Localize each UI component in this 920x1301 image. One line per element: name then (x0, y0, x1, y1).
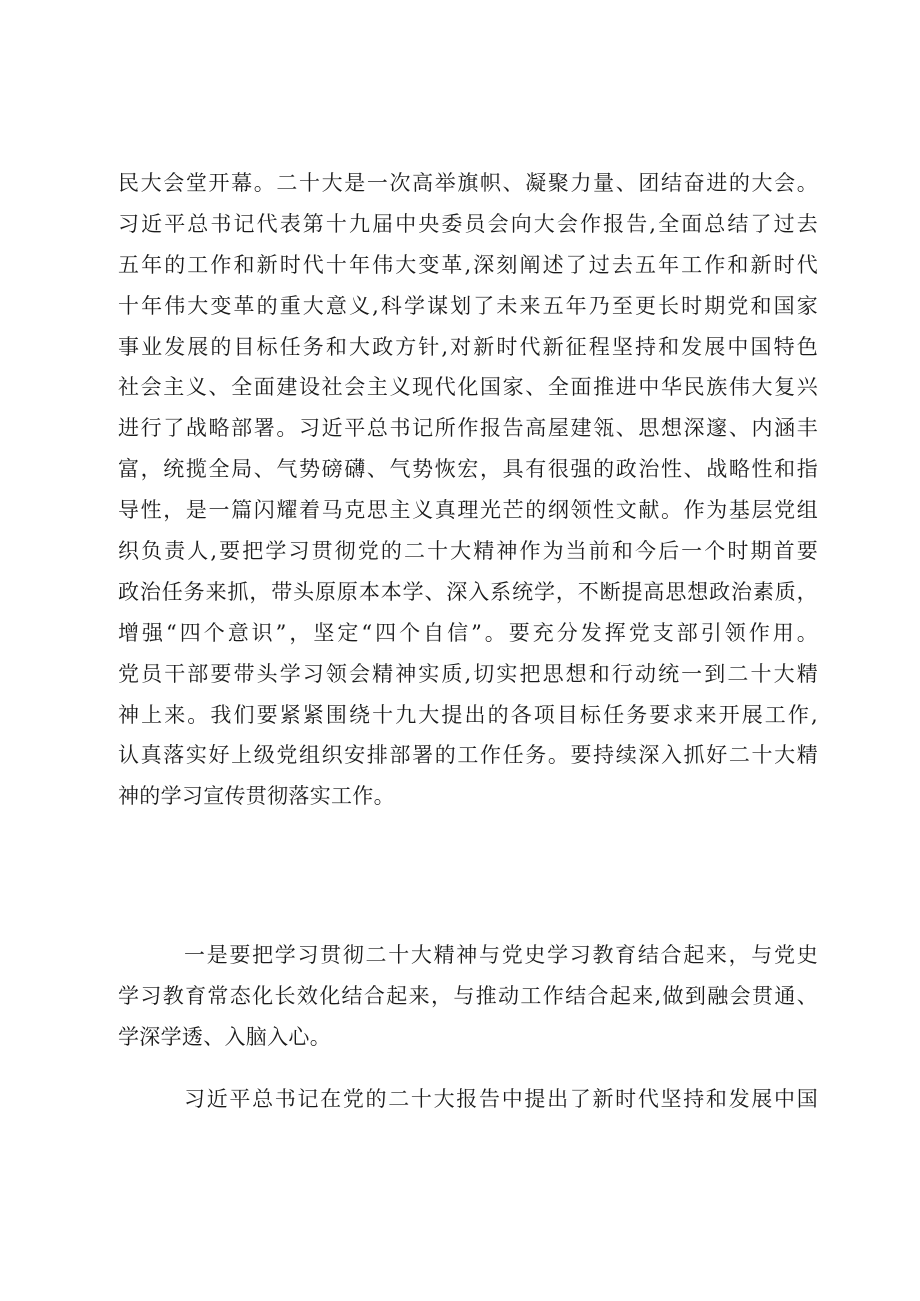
paragraph-line: 认真落实好上级党组织安排部署的工作任务。要持续深入抓好二十大精 (118, 743, 818, 768)
paragraph-1 (118, 163, 818, 817)
paragraph-line: 政治任务来抓，带头原原本本学、深入系统学，不断提高思想政治素质， (118, 579, 818, 604)
paragraph-line: 学习教育常态化长效化结合起来，与推动工作结合起来,做到融会贯通、 (118, 983, 818, 1008)
paragraph-line: 进行了战略部署。习近平总书记所作报告高屋建瓴、思想深邃、内涵丰 (118, 416, 818, 441)
paragraph-2 (118, 935, 818, 1058)
paragraph-line: 增强“四个意识”，坚定“四个自信”。要充分发挥党支部引领作用。 (118, 620, 818, 645)
paragraph-line: 一是要把学习贯彻二十大精神与党史学习教育结合起来，与党史 (184, 943, 818, 967)
paragraph-3 (118, 1079, 818, 1120)
paragraph-line: 学深学透、入脑入心。 (118, 1024, 331, 1049)
paragraph-line: 织负责人,要把学习贯彻党的二十大精神作为当前和今后一个时期首要 (118, 539, 818, 564)
paragraph-line: 事业发展的目标任务和大政方针,对新时代新征程坚持和发展中国特色 (118, 334, 818, 359)
paragraph-line: 党员干部要带头学习领会精神实质,切实把思想和行动统一到二十大精 (118, 661, 818, 686)
paragraph-line: 富，统揽全局、气势磅礴、气势恢宏，具有很强的政治性、战略性和指 (118, 457, 818, 482)
paragraph-line: 民大会堂开幕。二十大是一次高举旗帜、凝聚力量、团结奋进的大会。 (118, 171, 818, 195)
paragraph-line: 神上来。我们要紧紧围绕十九大提出的各项目标任务要求来开展工作, (118, 702, 818, 727)
paragraph-line: 神的学习宣传贯彻落实工作。 (118, 784, 395, 809)
paragraph-line: 习近平总书记代表第十九届中央委员会向大会作报告,全面总结了过去 (118, 211, 818, 236)
paragraph-line: 十年伟大变革的重大意义,科学谋划了未来五年乃至更长时期党和国家 (118, 293, 818, 318)
paragraph-line: 五年的工作和新时代十年伟大变革,深刻阐述了过去五年工作和新时代 (118, 252, 818, 277)
paragraph-line: 导性，是一篇闪耀着马克思主义真理光芒的纲领性文献。作为基层党组 (118, 498, 818, 523)
paragraph-line: 社会主义、全面建设社会主义现代化国家、全面推进中华民族伟大复兴 (118, 375, 818, 400)
paragraph-line: 习近平总书记在党的二十大报告中提出了新时代坚持和发展中国 (184, 1087, 818, 1111)
